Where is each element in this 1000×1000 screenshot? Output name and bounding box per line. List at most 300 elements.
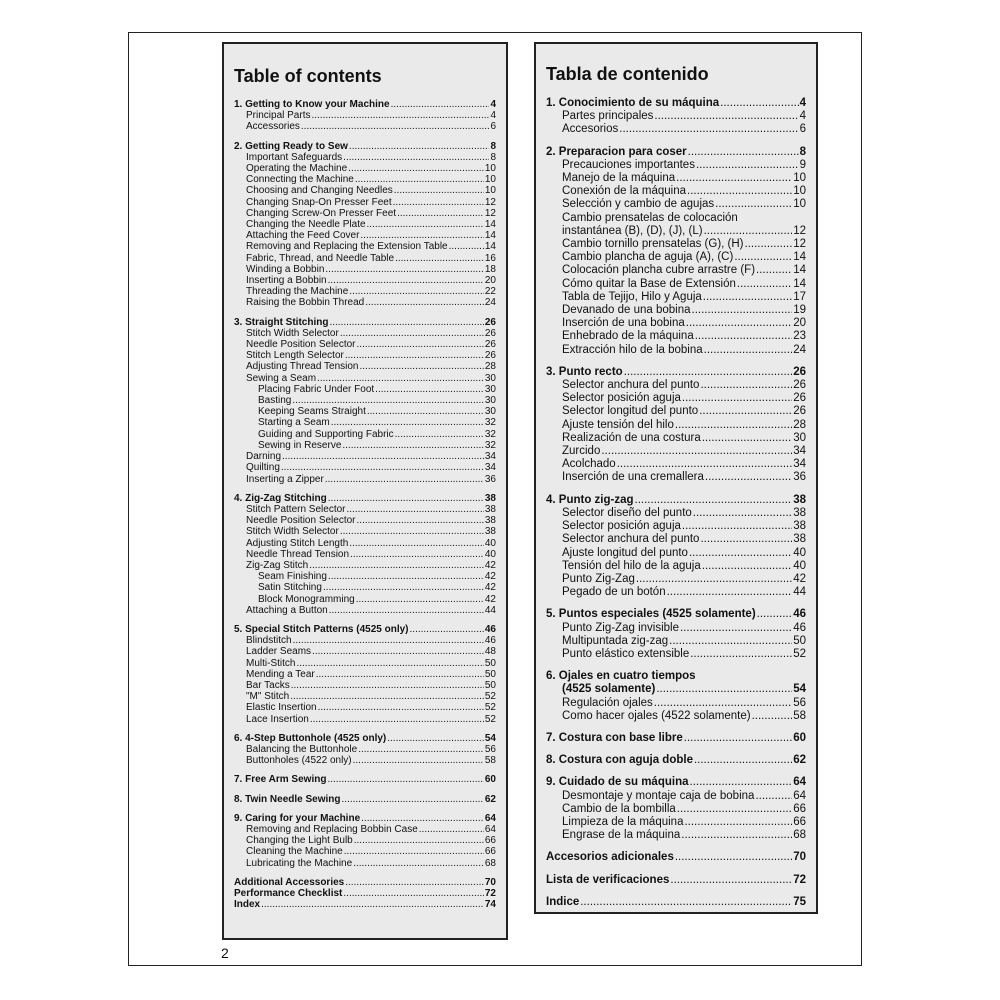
toc-entry-label: 6. 4-Step Buttonhole (4525 only) <box>234 732 387 744</box>
toc-entry <box>546 622 806 635</box>
toc-entry-page: 10 <box>484 163 496 175</box>
toc-section-english <box>234 317 496 485</box>
toc-entry <box>234 395 496 406</box>
toc-entry <box>546 816 806 829</box>
toc-entry <box>546 494 806 507</box>
toc-section-spanish <box>546 776 806 842</box>
toc-entry <box>546 392 806 405</box>
toc-entry-label: 4. Zig-Zag Stitching <box>234 492 327 504</box>
dot-leader <box>395 429 484 440</box>
dot-leader <box>375 384 484 395</box>
toc-entry-page: 19 <box>793 304 806 317</box>
dot-leader <box>328 571 484 582</box>
dot-leader <box>689 547 792 560</box>
dot-leader <box>356 594 484 605</box>
dot-leader <box>675 851 792 864</box>
toc-entry-page: 68 <box>793 829 806 842</box>
toc-entry <box>546 185 806 198</box>
toc-entry-page: 62 <box>484 793 496 805</box>
toc-entry-page: 9 <box>799 158 806 171</box>
toc-entry-page: 26 <box>793 405 806 418</box>
toc-entry-label: Sewing a Seam <box>246 372 317 384</box>
toc-section-spanish <box>546 754 806 767</box>
toc-entry-label: Sewing in Reserve <box>258 439 342 451</box>
dot-leader <box>704 344 793 357</box>
toc-title-english: Table of contents <box>234 66 382 86</box>
toc-entry <box>234 669 496 680</box>
dot-leader <box>353 858 484 869</box>
toc-entry-label: Block Monogramming <box>258 593 355 605</box>
toc-entry-label: Punto Zig-Zag <box>562 572 635 585</box>
toc-entry-page: 10 <box>793 172 806 185</box>
toc-english <box>222 42 508 940</box>
toc-entry-page: 28 <box>793 418 806 431</box>
dot-leader <box>317 373 484 384</box>
toc-entry-label: 5. Puntos especiales (4525 solamente) <box>546 608 756 621</box>
toc-entry-label: Selección y cambio de agujas <box>562 198 715 211</box>
toc-entry-page: 60 <box>484 774 496 786</box>
toc-entry <box>546 635 806 648</box>
dot-leader <box>261 899 484 910</box>
toc-entry-label: 9. Cuidado de su máquina <box>546 776 689 789</box>
dot-leader <box>704 225 793 238</box>
toc-entry-page: 14 <box>793 277 806 290</box>
toc-entry-page: 38 <box>484 526 496 538</box>
toc-entry-page: 8 <box>490 140 496 152</box>
toc-entry-page: 42 <box>793 572 806 585</box>
toc-entry-label: Guiding and Supporting Fabric <box>258 428 394 440</box>
toc-entry-label: Inserting a Bobbin <box>246 275 327 287</box>
dot-leader <box>355 174 484 185</box>
toc-entry-page: 70 <box>484 876 496 888</box>
toc-entry-label: Selector posición aguja <box>562 520 681 533</box>
toc-entry-page: 60 <box>793 731 806 744</box>
toc-entry-label: Multipuntada zig-zag <box>562 634 669 647</box>
toc-entry <box>234 899 496 910</box>
toc-entry-page: 66 <box>484 835 496 847</box>
toc-entry-page: 14 <box>793 264 806 277</box>
toc-entry <box>546 829 806 842</box>
toc-entry-page: 44 <box>484 604 496 616</box>
toc-entry <box>234 339 496 350</box>
toc-section-spanish <box>546 366 806 485</box>
toc-entry-label: Accesorios adicionales <box>546 851 674 864</box>
toc-entry-page: 74 <box>484 899 496 911</box>
toc-entry-label: Stitch Width Selector <box>246 327 339 339</box>
toc-entry-page: 62 <box>793 754 806 767</box>
toc-section-spanish <box>546 851 806 864</box>
dot-leader <box>703 291 792 304</box>
toc-entry-page: 42 <box>484 571 496 583</box>
toc-entry <box>546 790 806 803</box>
dot-leader <box>397 208 484 219</box>
toc-entry-label: Ladder Seams <box>246 646 312 658</box>
dot-leader <box>690 776 793 789</box>
toc-entry-page: 50 <box>484 679 496 691</box>
toc-entry-label: Accesorios <box>562 123 619 136</box>
toc-entry-label: 1. Getting to Know your Machine <box>234 99 390 110</box>
toc-entry-label: Selector longitud del punto <box>562 405 699 418</box>
toc-entry-label: Stitch Pattern Selector <box>246 503 346 515</box>
toc-entry <box>234 328 496 339</box>
dot-leader <box>329 605 484 616</box>
toc-entry-page: 64 <box>793 789 806 802</box>
toc-entry <box>546 754 806 767</box>
toc-entry-page: 30 <box>484 406 496 418</box>
dot-leader <box>677 803 792 816</box>
dot-leader <box>682 392 792 405</box>
toc-entry <box>234 253 496 264</box>
dot-leader <box>360 230 483 241</box>
toc-entry-label: Principal Parts <box>246 110 311 122</box>
toc-entry <box>546 776 806 789</box>
toc-entry <box>234 406 496 417</box>
toc-entry <box>546 533 806 546</box>
dot-leader <box>669 635 792 648</box>
dot-leader <box>296 658 483 669</box>
toc-entry-page: 26 <box>484 327 496 339</box>
toc-entry <box>546 330 806 343</box>
dot-leader <box>702 432 792 445</box>
toc-entry <box>234 462 496 473</box>
toc-entry <box>234 286 496 297</box>
toc-entry-page: 66 <box>793 802 806 815</box>
dot-leader <box>654 697 792 710</box>
dot-leader <box>667 586 793 599</box>
toc-entry <box>234 594 496 605</box>
toc-entry-label: 4. Punto zig-zag <box>546 493 634 506</box>
dot-leader <box>367 219 484 230</box>
toc-entry-label: Ajuste tensión del hilo <box>562 418 674 431</box>
toc-entry-label: instantánea (B), (D), (J), (L) <box>562 224 703 237</box>
toc-entry <box>234 504 496 515</box>
toc-entry-label: Needle Position Selector <box>246 515 356 527</box>
toc-entry-label: Removing and Replacing the Extension Table <box>246 241 448 253</box>
toc-entry-label: Punto elástico extensible <box>562 647 690 660</box>
dot-leader <box>301 121 490 132</box>
toc-entry <box>546 507 806 520</box>
toc-entry-label: Desmontaje y montaje caja de bobina <box>562 789 755 802</box>
toc-entry <box>234 208 496 219</box>
toc-entry <box>234 774 496 785</box>
toc-entry-page: 56 <box>793 696 806 709</box>
toc-entry-label: 2. Getting Ready to Sew <box>234 140 348 152</box>
toc-entry-label: Operating the Machine <box>246 163 348 175</box>
toc-entry-page: 10 <box>793 185 806 198</box>
toc-entry-label: Blindstitch <box>246 635 292 647</box>
toc-entry-page: 38 <box>484 492 496 504</box>
toc-entry <box>546 586 806 599</box>
dot-leader <box>311 110 489 121</box>
toc-entry-label: Quilting <box>246 462 280 474</box>
toc-entry <box>546 110 806 123</box>
dot-leader <box>391 99 490 110</box>
dot-leader <box>700 533 792 546</box>
toc-entry-page: 4 <box>490 110 496 122</box>
dot-leader <box>734 251 792 264</box>
toc-entry-label: Adjusting Thread Tension <box>246 361 359 373</box>
toc-entry <box>234 794 496 805</box>
toc-entry <box>234 99 496 110</box>
toc-entry-label: Inserción de una cremallera <box>562 471 704 484</box>
toc-entry-page: 4 <box>799 110 806 123</box>
toc-entry-label: Cambio prensatelas de colocación <box>562 211 738 224</box>
dot-leader <box>684 816 792 829</box>
toc-entry-page: 14 <box>484 241 496 253</box>
dot-leader <box>684 732 792 745</box>
toc-entry <box>546 317 806 330</box>
toc-entry-label: Punto Zig-Zag invisible <box>562 621 679 634</box>
toc-entry-page: 52 <box>793 647 806 660</box>
toc-section-english <box>234 99 496 133</box>
toc-entry-page: 36 <box>793 471 806 484</box>
toc-entry <box>234 680 496 691</box>
toc-entry-page: 24 <box>793 343 806 356</box>
toc-entry-label: Zig-Zag Stitch <box>246 559 309 571</box>
toc-entry <box>234 417 496 428</box>
toc-entry-label: Mending a Tear <box>246 668 315 680</box>
dot-leader <box>692 304 793 317</box>
toc-entry-label: Satin Stitching <box>258 582 322 594</box>
toc-entry-page: 54 <box>484 732 496 744</box>
toc-entry-label: Connecting the Machine <box>246 174 354 186</box>
toc-entry-page: 30 <box>484 383 496 395</box>
toc-entry <box>546 225 806 238</box>
toc-entry-page: 58 <box>793 709 806 722</box>
toc-entry-label: Regulación ojales <box>562 696 653 709</box>
toc-entry <box>234 440 496 451</box>
toc-entry <box>546 238 806 251</box>
toc-entry <box>234 877 496 888</box>
dot-leader <box>327 774 483 785</box>
toc-entry <box>546 304 806 317</box>
toc-entry-label: Selector diseño del punto <box>562 506 692 519</box>
toc-entry <box>546 851 806 864</box>
toc-entry-label: 7. Costura con base libre <box>546 731 683 744</box>
toc-entry-label: Stitch Width Selector <box>246 526 339 538</box>
toc-entry-label: Limpieza de la máquina <box>562 815 684 828</box>
toc-entry <box>234 185 496 196</box>
toc-entry-page: 50 <box>793 634 806 647</box>
toc-entry <box>234 624 496 635</box>
toc-entry-label: Changing the Light Bulb <box>246 835 353 847</box>
toc-entry-label: 5. Special Stitch Patterns (4525 only) <box>234 623 409 635</box>
dot-leader <box>291 680 484 691</box>
toc-entry <box>234 197 496 208</box>
toc-section-english <box>234 774 496 785</box>
toc-entry-page: 26 <box>793 392 806 405</box>
toc-entry <box>234 658 496 669</box>
toc-entry-page: 4 <box>490 99 496 110</box>
toc-entry <box>234 373 496 384</box>
toc-entry <box>546 146 806 159</box>
dot-leader <box>617 458 792 471</box>
toc-entry <box>234 824 496 835</box>
dot-leader <box>654 110 798 123</box>
toc-entry <box>546 264 806 277</box>
dot-leader <box>367 406 484 417</box>
toc-entry-page: 40 <box>793 546 806 559</box>
dot-leader <box>624 366 793 379</box>
dot-leader <box>349 141 490 152</box>
dot-leader <box>340 526 484 537</box>
toc-entry-label: Devanado de una bobina <box>562 304 691 317</box>
toc-entry <box>546 471 806 484</box>
toc-entry <box>546 212 806 225</box>
toc-entry <box>546 670 806 683</box>
dot-leader <box>354 835 484 846</box>
dot-leader <box>282 451 484 462</box>
toc-entry-label: 7. Free Arm Sewing <box>234 774 327 786</box>
toc-section-spanish <box>546 896 806 909</box>
toc-entry <box>546 172 806 185</box>
toc-entry <box>234 241 496 252</box>
toc-entry-label: 3. Straight Stitching <box>234 316 329 328</box>
toc-entry <box>546 573 806 586</box>
dot-leader <box>312 646 484 657</box>
toc-entry <box>234 474 496 485</box>
dot-leader <box>670 874 792 887</box>
toc-section-spanish <box>546 146 806 357</box>
toc-entry-label: Inserción de una bobina <box>562 317 685 330</box>
toc-section-spanish <box>546 494 806 600</box>
toc-entry-label: Removing and Replacing Bobbin Case <box>246 823 418 835</box>
toc-entry <box>234 429 496 440</box>
toc-entry-label: Seam Finishing <box>258 571 327 583</box>
dot-leader <box>580 896 792 909</box>
toc-entry-label: (4525 solamente) <box>562 683 656 696</box>
toc-entry-label: Partes principales <box>562 110 654 123</box>
toc-section-english <box>234 813 496 869</box>
dot-leader <box>756 264 792 277</box>
toc-entry <box>234 141 496 152</box>
toc-entry <box>546 697 806 710</box>
toc-entry-label: Attaching a Button <box>246 604 328 616</box>
toc-entry-page: 38 <box>484 515 496 527</box>
dot-leader <box>310 714 484 725</box>
dot-leader <box>419 824 484 835</box>
toc-entry <box>234 582 496 593</box>
toc-entry-page: 6 <box>490 121 496 133</box>
toc-entry-label: Elastic Insertion <box>246 702 317 714</box>
toc-entry <box>234 691 496 702</box>
dot-leader <box>410 624 484 635</box>
toc-entry-page: 64 <box>793 776 806 789</box>
toc-entry-page: 30 <box>484 395 496 407</box>
dot-leader <box>345 877 484 888</box>
toc-entry <box>234 733 496 744</box>
toc-entry-page: 6 <box>799 123 806 136</box>
toc-entry-page: 38 <box>793 493 806 506</box>
toc-entry-page: 20 <box>484 275 496 287</box>
toc-entry-page: 54 <box>793 683 806 696</box>
toc-entry <box>234 646 496 657</box>
dot-leader <box>329 317 483 328</box>
toc-entry-page: 34 <box>484 451 496 463</box>
dot-leader <box>688 146 799 159</box>
toc-section-english <box>234 733 496 767</box>
toc-entry-page: 26 <box>484 339 496 351</box>
toc-entry-page: 52 <box>484 691 496 703</box>
toc-entry-page: 38 <box>793 520 806 533</box>
dot-leader <box>360 361 484 372</box>
toc-entry <box>234 846 496 857</box>
toc-section-spanish <box>546 732 806 745</box>
toc-entry <box>546 278 806 291</box>
toc-title-spanish: Tabla de contenido <box>546 64 709 84</box>
dot-leader <box>601 445 792 458</box>
dot-leader <box>757 608 793 621</box>
toc-entry-page: 42 <box>484 559 496 571</box>
toc-entry-label: Lubricating the Machine <box>246 857 353 869</box>
toc-entry <box>546 683 806 696</box>
dot-leader <box>328 493 484 504</box>
toc-entry-label: Tabla de Tejijo, Hilo y Aguja <box>562 290 702 303</box>
toc-entry-page: 56 <box>484 743 496 755</box>
toc-entry-label: Performance Checklist <box>234 888 343 899</box>
toc-entry-label: Attaching the Feed Cover <box>246 230 360 242</box>
toc-entry-label: Changing Snap-On Presser Feet <box>246 196 392 208</box>
toc-entry <box>546 379 806 392</box>
toc-entry-page: 28 <box>484 361 496 373</box>
toc-entry-label: Pegado de un botón <box>562 586 666 599</box>
dot-leader <box>347 504 484 515</box>
toc-entry <box>546 432 806 445</box>
toc-entry-page: 68 <box>484 857 496 869</box>
toc-entry-page: 72 <box>793 873 806 886</box>
toc-entry <box>234 858 496 869</box>
dot-leader <box>752 710 793 723</box>
toc-entry <box>546 159 806 172</box>
toc-entry <box>546 560 806 573</box>
toc-entry-page: 40 <box>793 559 806 572</box>
toc-section-english <box>234 794 496 805</box>
dot-leader <box>343 152 489 163</box>
toc-entry-label: 9. Caring for your Machine <box>234 812 361 824</box>
toc-entry-label: 8. Twin Needle Sewing <box>234 793 341 805</box>
toc-entry <box>234 230 496 241</box>
toc-entry-page: 66 <box>793 815 806 828</box>
dot-leader <box>656 683 792 696</box>
dot-leader <box>342 440 484 451</box>
dot-leader <box>293 635 484 646</box>
toc-entry-page: 40 <box>484 548 496 560</box>
toc-entry <box>546 291 806 304</box>
toc-entry-page: 52 <box>484 702 496 714</box>
toc-entry-page: 12 <box>793 238 806 251</box>
toc-entry-page: 32 <box>484 439 496 451</box>
toc-entry-page: 52 <box>484 713 496 725</box>
dot-leader <box>682 520 792 533</box>
dot-leader <box>681 829 792 842</box>
toc-entry-label: "M" Stitch <box>246 691 290 703</box>
toc-entry <box>546 896 806 909</box>
dot-leader <box>737 278 792 291</box>
toc-entry-page: 42 <box>484 593 496 605</box>
dot-leader <box>323 582 484 593</box>
toc-entry <box>234 317 496 328</box>
dot-leader <box>680 622 792 635</box>
toc-entry-label: Indice <box>546 895 580 908</box>
toc-entry-label: Needle Position Selector <box>246 339 356 351</box>
dot-leader <box>755 790 792 803</box>
toc-section-english <box>234 141 496 309</box>
toc-entry <box>234 264 496 275</box>
toc-entry-label: Raising the Bobbin Thread <box>246 297 365 309</box>
toc-entry-label: Conexión de la máquina <box>562 185 687 198</box>
dot-leader <box>635 494 793 507</box>
toc-entry-page: 18 <box>484 263 496 275</box>
